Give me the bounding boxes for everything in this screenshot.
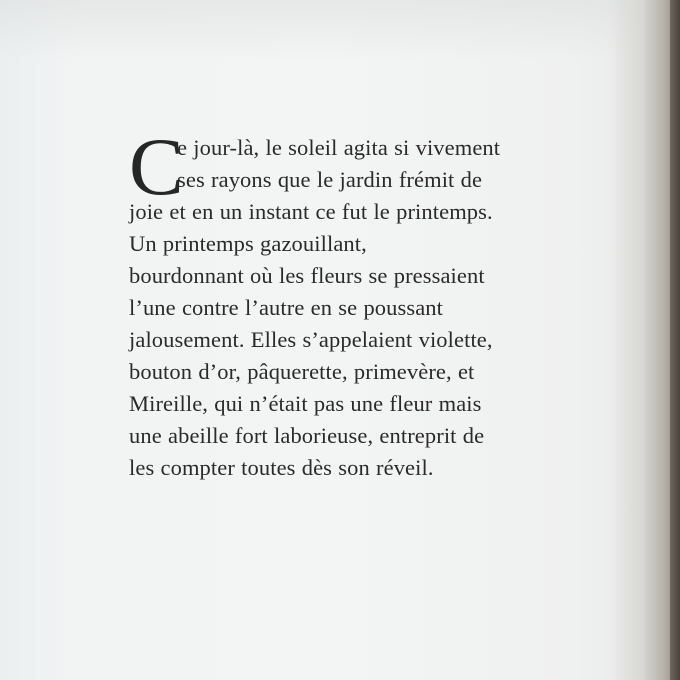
text-line-3: joie et en un instant ce fut le printemps. bbox=[129, 199, 493, 224]
story-paragraph bbox=[129, 121, 599, 484]
text-line-4: Un printemps gazouillant, bbox=[129, 231, 367, 256]
text-line-11: les compter toutes dès son réveil. bbox=[129, 455, 434, 480]
page-shadow bbox=[0, 0, 680, 60]
text-line-2: ses rayons que le jardin frémit de bbox=[177, 167, 483, 192]
text-line-5: bourdonnant où les fleurs se pressaient bbox=[129, 263, 485, 288]
text-line-9: Mireille, qui n’était pas une fleur mais bbox=[129, 391, 482, 416]
text-line-6: l’une contre l’autre en se poussant bbox=[129, 295, 444, 320]
text-line-1: e jour-là, le soleil agita si vivement bbox=[177, 135, 501, 160]
text-line-7: jalousement. Elles s’appelaient violette, bbox=[129, 327, 493, 352]
drop-cap-letter: C bbox=[129, 121, 184, 212]
book-binding-edge bbox=[610, 0, 680, 680]
text-line-8: bouton d’or, pâquerette, primevère, et bbox=[129, 359, 475, 384]
text-line-10: une abeille fort laborieuse, entreprit de bbox=[129, 423, 485, 448]
